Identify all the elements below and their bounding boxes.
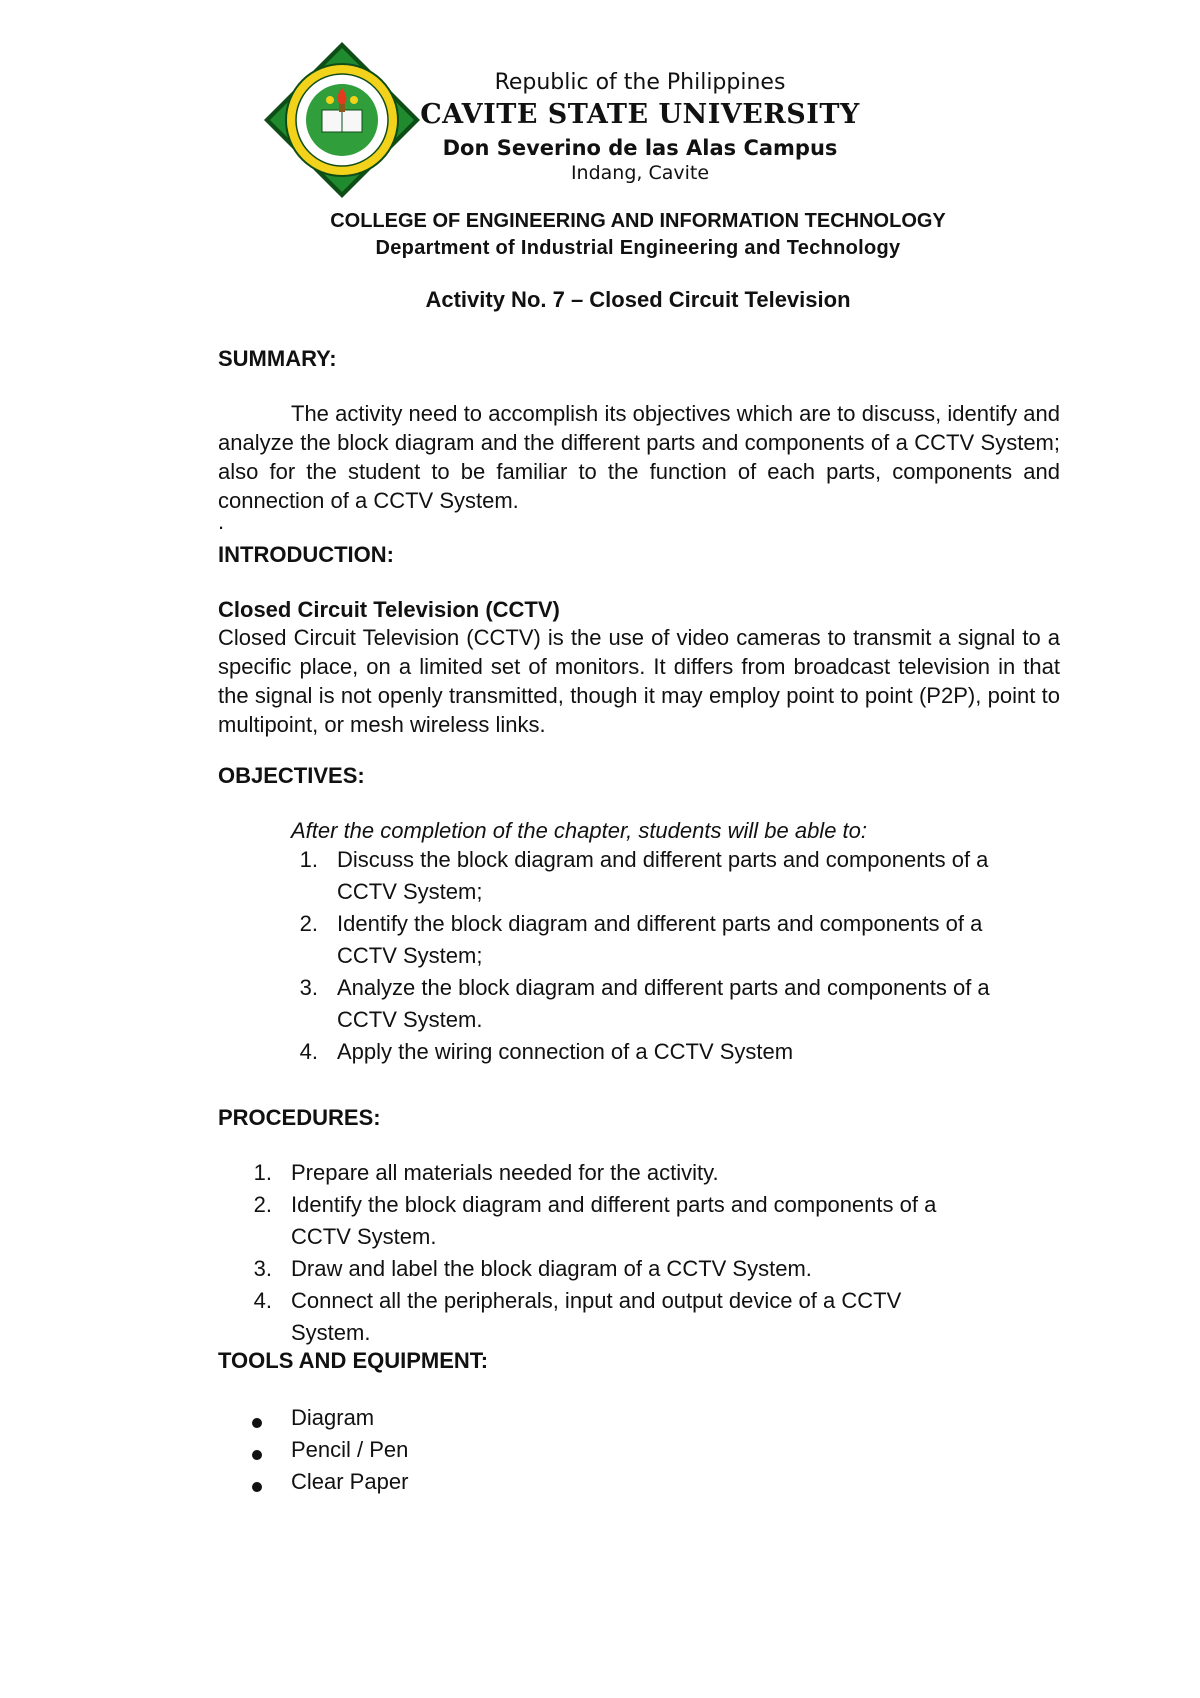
objectives-heading: OBJECTIVES: bbox=[218, 763, 365, 788]
summary-dot: . bbox=[218, 509, 225, 534]
summary-body: The activity need to accomplish its objectives which are to discuss, identify and analyze the block diagram and the different parts and components of a CCTV System; also for the student to be familiar to the function of each parts, components and connection of a CCTV System. bbox=[218, 401, 1060, 513]
procedure-text-line1: Prepare all materials needed for the activity. bbox=[291, 1160, 719, 1185]
department-name: Department of Industrial Engineering and Technology bbox=[375, 237, 901, 259]
tool-item: Clear Paper bbox=[291, 1469, 409, 1494]
procedure-text-line1: Draw and label the block diagram of a CCTV System. bbox=[291, 1256, 812, 1281]
introduction-body: Closed Circuit Television (CCTV) is the use of video cameras to transmit a signal to a specific place, on a limited set of monitors. It differs from broadcast television in that the signal is not openly transmitted, though it may employ point to point (P2P), point to multipoint, or mesh wireless links. bbox=[218, 625, 1060, 737]
campus-name: Don Severino de las Alas Campus bbox=[442, 136, 838, 160]
procedure-number: 4. bbox=[253, 1288, 272, 1313]
objective-number: 2. bbox=[299, 911, 318, 936]
tools-heading: TOOLS AND EQUIPMENT: bbox=[218, 1348, 489, 1373]
objective-number: 4. bbox=[299, 1039, 318, 1064]
procedure-text-line2: CCTV System. bbox=[291, 1224, 437, 1249]
procedures-heading: PROCEDURES: bbox=[218, 1105, 381, 1130]
procedure-text-line2: System. bbox=[291, 1320, 371, 1345]
objective-text-line1: Discuss the block diagram and different parts and components of a bbox=[337, 847, 989, 872]
objective-text-line2: CCTV System; bbox=[337, 879, 483, 904]
procedure-text-line1: Identify the block diagram and different parts and components of a bbox=[291, 1192, 937, 1217]
tool-item: Diagram bbox=[291, 1405, 375, 1430]
bullet-icon bbox=[252, 1450, 262, 1460]
objectives-intro: After the completion of the chapter, students will be able to: bbox=[291, 818, 868, 843]
introduction-heading: INTRODUCTION: bbox=[218, 542, 394, 567]
republic-line: Republic of the Philippines bbox=[494, 70, 786, 95]
bullet-icon bbox=[252, 1482, 262, 1492]
tool-item: Pencil / Pen bbox=[291, 1437, 409, 1462]
activity-title: Activity No. 7 – Closed Circuit Television bbox=[425, 287, 851, 312]
objective-number: 1. bbox=[299, 847, 318, 872]
bullet-icon bbox=[252, 1418, 262, 1428]
university-name: CAVITE STATE UNIVERSITY bbox=[420, 99, 860, 130]
town-name: Indang, Cavite bbox=[570, 162, 710, 184]
objective-text-line1: Identify the block diagram and different parts and components of a bbox=[337, 911, 983, 936]
objective-text-line1: Analyze the block diagram and different parts and components of a bbox=[337, 975, 990, 1000]
cctv-subheading: Closed Circuit Television (CCTV) bbox=[218, 597, 560, 622]
objective-number: 3. bbox=[299, 975, 318, 1000]
summary-heading: SUMMARY: bbox=[218, 346, 337, 371]
objective-text-line2: CCTV System; bbox=[337, 943, 483, 968]
procedure-number: 3. bbox=[253, 1256, 272, 1281]
procedure-text-line1: Connect all the peripherals, input and output device of a CCTV bbox=[291, 1288, 902, 1313]
procedure-number: 2. bbox=[253, 1192, 272, 1217]
procedure-number: 1. bbox=[253, 1160, 272, 1185]
objective-text-line2: CCTV System. bbox=[337, 1007, 483, 1032]
college-name: COLLEGE OF ENGINEERING AND INFORMATION TECHNOLOGY bbox=[330, 210, 946, 232]
objective-text-line1: Apply the wiring connection of a CCTV System bbox=[337, 1039, 794, 1064]
